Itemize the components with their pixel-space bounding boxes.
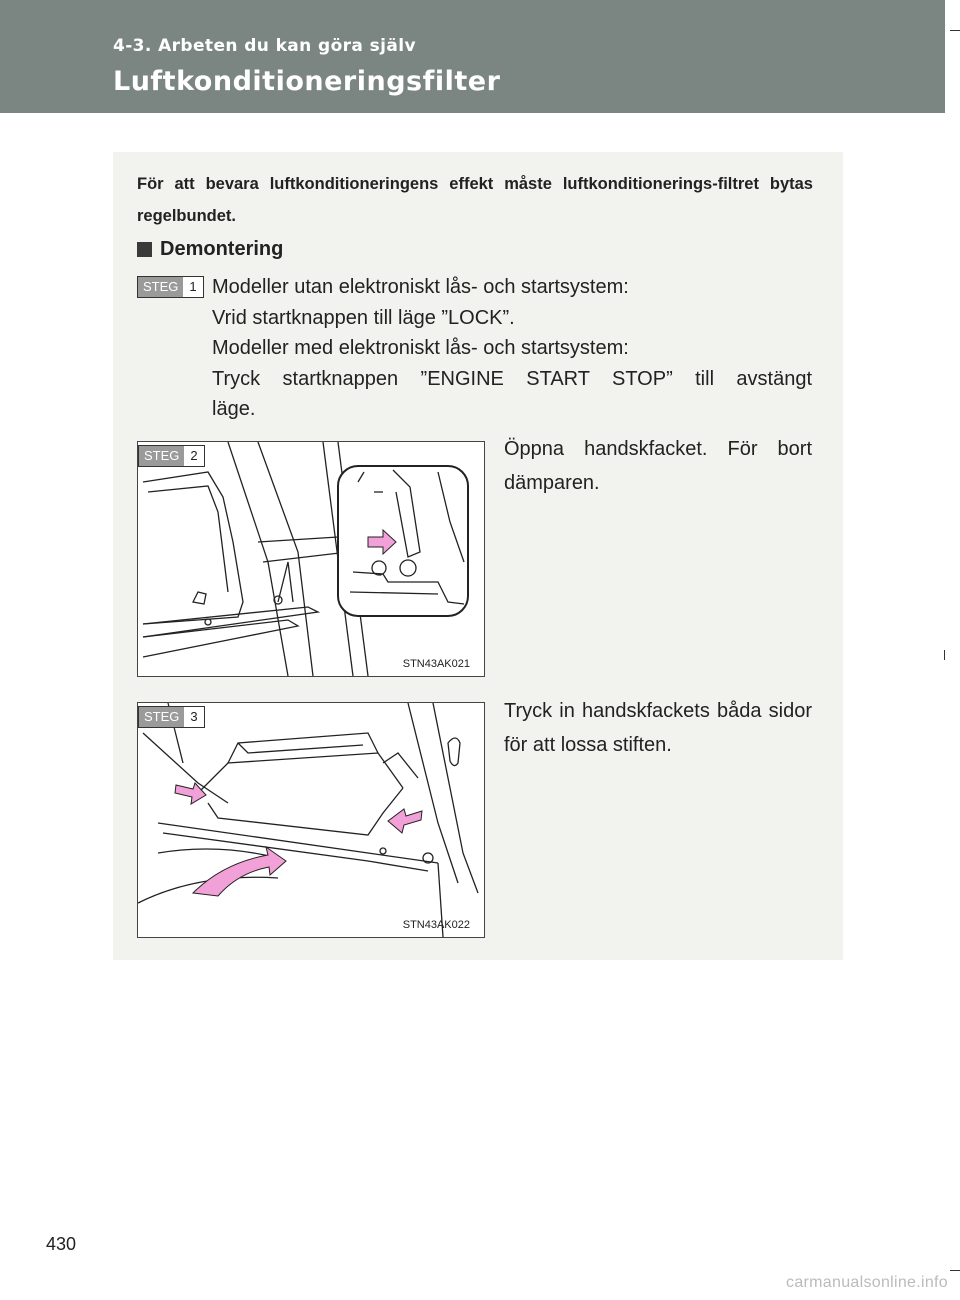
subheading bbox=[137, 238, 283, 261]
subheading-text: Demontering bbox=[160, 238, 284, 260]
step-badge-number: 2 bbox=[184, 446, 203, 466]
crop-mark bbox=[944, 650, 945, 660]
square-bullet-icon bbox=[137, 242, 152, 257]
step-badge-number: 1 bbox=[183, 277, 202, 297]
step-1-line: läge. bbox=[212, 398, 256, 420]
page-number: 430 bbox=[46, 1234, 77, 1254]
glovebox-damper-drawing bbox=[138, 442, 484, 676]
step-1-line: Tryck startknappen ”ENGINE START STOP” till avstängt bbox=[212, 367, 812, 390]
glovebox-pins-drawing bbox=[138, 703, 484, 937]
watermark: carmanualsonline.info bbox=[786, 1274, 948, 1291]
section-label: 4-3. Arbeten du kan göra själv bbox=[113, 36, 416, 56]
crop-mark bbox=[950, 30, 960, 31]
step-3-badge bbox=[138, 706, 205, 728]
figure-code: STN43AK022 bbox=[402, 919, 470, 931]
crop-mark bbox=[950, 1270, 960, 1271]
step-3-text: Tryck in handskfackets båda sidor för att lossa stiften. bbox=[504, 700, 812, 756]
step-2-badge bbox=[138, 445, 205, 467]
step-badge-label: STEG bbox=[138, 277, 183, 297]
page-title: Luftkonditioneringsfilter bbox=[113, 66, 501, 97]
step-1-badge bbox=[137, 276, 204, 298]
step-1-line: Modeller utan elektroniskt lås- och startsystem: bbox=[212, 276, 629, 298]
step-3-illustration bbox=[137, 702, 485, 938]
intro-text: För att bevara luftkonditioneringens effekt måste luftkonditionerings-filtret bytas regelbundet. bbox=[137, 175, 813, 225]
step-2-text: Öppna handskfacket. För bort dämparen. bbox=[504, 438, 812, 494]
header-bar bbox=[0, 0, 945, 113]
step-badge-label: STEG bbox=[139, 707, 184, 727]
step-1-text bbox=[212, 272, 812, 425]
step-badge-label: STEG bbox=[139, 446, 184, 466]
step-1-line: Modeller med elektroniskt lås- och startsystem: bbox=[212, 337, 629, 359]
step-2-illustration bbox=[137, 441, 485, 677]
step-1-line: Vrid startknappen till läge ”LOCK”. bbox=[212, 306, 515, 329]
step-badge-number: 3 bbox=[184, 707, 203, 727]
figure-code: STN43AK021 bbox=[402, 658, 470, 670]
